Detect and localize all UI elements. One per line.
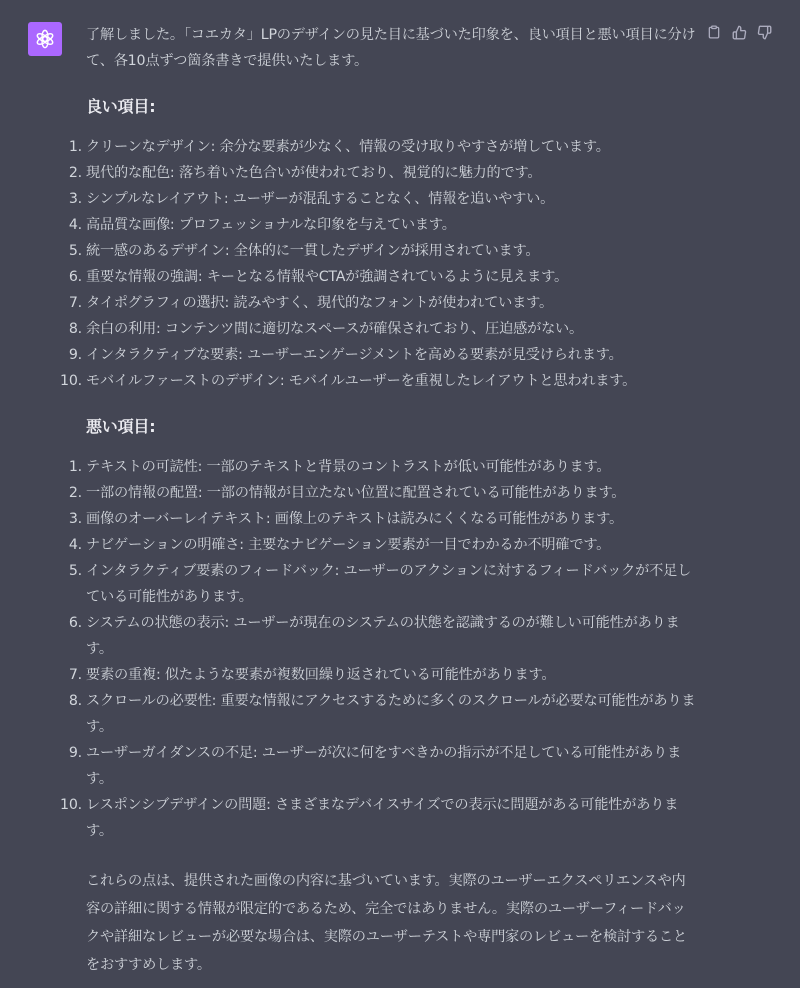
item-number: 4. bbox=[68, 537, 82, 553]
item-number: 10. bbox=[60, 797, 82, 813]
list-item bbox=[68, 558, 698, 610]
item-text: 一部の情報の配置: 一部の情報が目立たない位置に配置されている可能性があります。 bbox=[86, 485, 626, 501]
item-number: 3. bbox=[68, 511, 82, 527]
list-item bbox=[68, 662, 698, 688]
item-number: 9. bbox=[68, 347, 82, 363]
list-item bbox=[68, 454, 698, 480]
list-item bbox=[68, 610, 698, 662]
thumbs-up-icon bbox=[732, 25, 747, 40]
list-item bbox=[68, 506, 698, 532]
item-number: 1. bbox=[68, 459, 82, 475]
item-text: インタラクティブ要素のフィードバック: ユーザーのアクションに対するフィードバックが不足している可能性があります。 bbox=[86, 563, 692, 605]
intro-text: 了解しました。「コエカタ」LPのデザインの見た目に基づいた印象を、良い項目と悪い項目に分けて、各10点ずつ箇条書きで提供いたします。 bbox=[86, 27, 696, 69]
list-item bbox=[68, 688, 698, 740]
item-number: 7. bbox=[68, 295, 82, 311]
item-text: モバイルファーストのデザイン: モバイルユーザーを重視したレイアウトと思われます。 bbox=[86, 373, 637, 389]
closing-text: これらの点は、提供された画像の内容に基づいています。実際のユーザーエクスペリエンスや内容の詳細に関する情報が限定的であるため、完全ではありません。実際のユーザーフィードバックや詳細なレビューが必要な場合は、実際のユーザーテストや専門家のレビューを検討することをおすすめします。 bbox=[86, 873, 687, 973]
item-text: システムの状態の表示: ユーザーが現在のシステムの状態を認識するのが難しい可能性があります。 bbox=[86, 615, 680, 657]
item-text: 現代的な配色: 落ち着いた色合いが使われており、視覚的に魅力的です。 bbox=[86, 165, 542, 181]
item-number: 2. bbox=[68, 485, 82, 501]
bad-heading: 悪い項目: bbox=[86, 417, 156, 436]
message-actions bbox=[706, 24, 772, 40]
item-text: 画像のオーバーレイテキスト: 画像上のテキストは読みにくくなる可能性があります。 bbox=[86, 511, 624, 527]
list-item bbox=[60, 792, 698, 844]
item-number: 7. bbox=[68, 667, 82, 683]
item-text: テキストの可読性: 一部のテキストと背景のコントラストが低い可能性があります。 bbox=[86, 459, 611, 475]
item-text: クリーンなデザイン: 余分な要素が少なく、情報の受け取りやすさが増しています。 bbox=[86, 139, 610, 155]
list-item bbox=[68, 480, 698, 506]
clipboard-icon bbox=[707, 25, 721, 39]
item-number: 3. bbox=[68, 191, 82, 207]
list-item bbox=[60, 368, 698, 394]
item-text: ユーザーガイダンスの不足: ユーザーが次に何をすべきかの指示が不足している可能性があります。 bbox=[86, 745, 682, 787]
item-text: インタラクティブな要素: ユーザーエンゲージメントを高める要素が見受けられます。 bbox=[86, 347, 623, 363]
item-text: 要素の重複: 似たような要素が複数回繰り返されている可能性があります。 bbox=[86, 667, 556, 683]
item-number: 6. bbox=[68, 269, 82, 285]
item-text: シンプルなレイアウト: ユーザーが混乱することなく、情報を追いやすい。 bbox=[86, 191, 555, 207]
item-number: 8. bbox=[68, 693, 82, 709]
good-heading: 良い項目: bbox=[86, 97, 156, 116]
item-text: 余白の利用: コンテンツ間に適切なスペースが確保されており、圧迫感がない。 bbox=[86, 321, 584, 337]
list-item bbox=[68, 186, 698, 212]
item-number: 10. bbox=[60, 373, 82, 389]
item-number: 8. bbox=[68, 321, 82, 337]
list-item bbox=[68, 264, 698, 290]
message-content bbox=[60, 22, 698, 979]
item-number: 4. bbox=[68, 217, 82, 233]
list-item bbox=[68, 160, 698, 186]
item-number: 6. bbox=[68, 615, 82, 631]
list-item bbox=[68, 238, 698, 264]
good-list bbox=[60, 134, 698, 394]
item-text: 重要な情報の強調: キーとなる情報やCTAが強調されているように見えます。 bbox=[86, 269, 568, 285]
list-item bbox=[68, 134, 698, 160]
list-item bbox=[68, 740, 698, 792]
assistant-avatar bbox=[28, 22, 62, 56]
bad-list bbox=[60, 454, 698, 844]
list-item bbox=[68, 212, 698, 238]
list-item bbox=[68, 290, 698, 316]
item-number: 1. bbox=[68, 139, 82, 155]
openai-logo-icon bbox=[34, 28, 56, 50]
item-number: 5. bbox=[68, 243, 82, 259]
item-number: 5. bbox=[68, 563, 82, 579]
item-text: 高品質な画像: プロフェッショナルな印象を与えています。 bbox=[86, 217, 456, 233]
list-item bbox=[68, 342, 698, 368]
copy-button[interactable] bbox=[706, 24, 722, 40]
item-text: タイポグラフィの選択: 読みやすく、現代的なフォントが使われています。 bbox=[86, 295, 553, 311]
thumbs-up-button[interactable] bbox=[731, 24, 747, 40]
item-text: ナビゲーションの明確さ: 主要なナビゲーション要素が一目でわかるか不明確です。 bbox=[86, 537, 611, 553]
item-number: 9. bbox=[68, 745, 82, 761]
thumbs-down-icon bbox=[757, 25, 772, 40]
thumbs-down-button[interactable] bbox=[756, 24, 772, 40]
item-number: 2. bbox=[68, 165, 82, 181]
list-item bbox=[68, 532, 698, 558]
item-text: 統一感のあるデザイン: 全体的に一貫したデザインが採用されています。 bbox=[86, 243, 540, 259]
item-text: レスポンシブデザインの問題: さまざまなデバイスサイズでの表示に問題がある可能性があります。 bbox=[86, 797, 679, 839]
item-text: スクロールの必要性: 重要な情報にアクセスするために多くのスクロールが必要な可能性があります。 bbox=[86, 693, 696, 735]
list-item bbox=[68, 316, 698, 342]
